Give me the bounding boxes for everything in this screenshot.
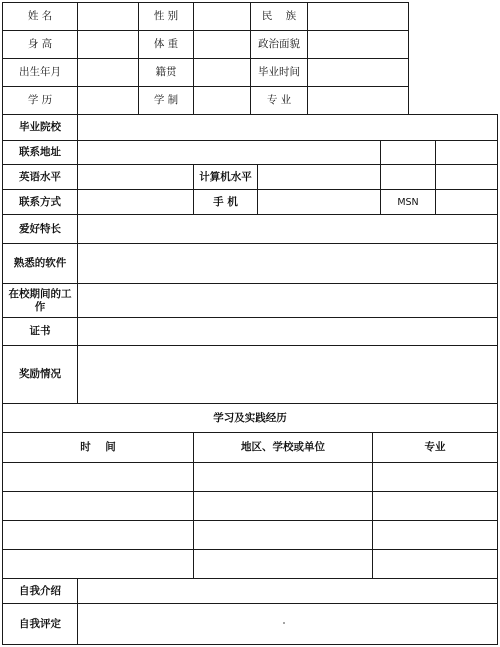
label-contact-address: 联系地址 [19,146,61,158]
column-header-time: 时 间 [80,441,116,453]
section-title-experience: 学习及实践经历 [213,411,287,424]
label-height: 身 高 [27,38,53,50]
grid-line [307,2,308,115]
label-weight: 体 重 [153,38,179,50]
grid-line [2,520,498,521]
label-campus-work: 在校期间的工作 [8,287,72,313]
label-gender: 性 别 [153,10,179,22]
label-graduation-time: 毕业时间 [258,66,300,78]
grid-line [2,462,498,463]
label-hobbies: 爱好特长 [19,222,61,235]
label-self-introduction: 自我介绍 [19,584,61,597]
label-political-status: 政治面貌 [258,38,300,50]
grid-line [2,491,498,492]
column-header-major: 专业 [424,441,446,453]
label-english-level: 英语水平 [19,170,61,183]
grid-line [193,2,194,115]
label-graduated-school: 毕业院校 [19,121,61,133]
label-contact-method: 联系方式 [19,195,61,208]
label-ethnicity: 民 族 [261,10,297,22]
label-self-evaluation: 自我评定 [19,617,61,630]
grid-line [380,140,381,165]
stray-mark [283,622,285,624]
label-familiar-software: 熟悉的软件 [13,257,67,269]
grid-line [435,140,436,165]
photo-area[interactable] [409,3,497,114]
label-birth-date: 出生年月 [19,66,61,78]
label-computer-level: 计算机水平 [199,170,252,183]
grid-line [77,578,78,645]
label-awards: 奖励情况 [19,368,61,380]
label-mobile: 手 机 [213,195,238,208]
grid-line [435,164,436,215]
grid-line [77,114,78,404]
label-native-place: 籍贯 [155,66,177,78]
grid-line [257,164,258,215]
column-header-location: 地区、学校或单位 [241,441,325,453]
grid-line [497,114,498,645]
grid-line [2,549,498,550]
label-education: 学 历 [27,94,53,106]
label-name: 姓 名 [27,10,53,22]
label-major: 专 业 [266,94,292,106]
label-program-length: 学 制 [153,94,179,106]
label-certificates: 证书 [29,325,51,337]
grid-line [77,2,78,115]
label-msn: MSN [397,196,419,208]
